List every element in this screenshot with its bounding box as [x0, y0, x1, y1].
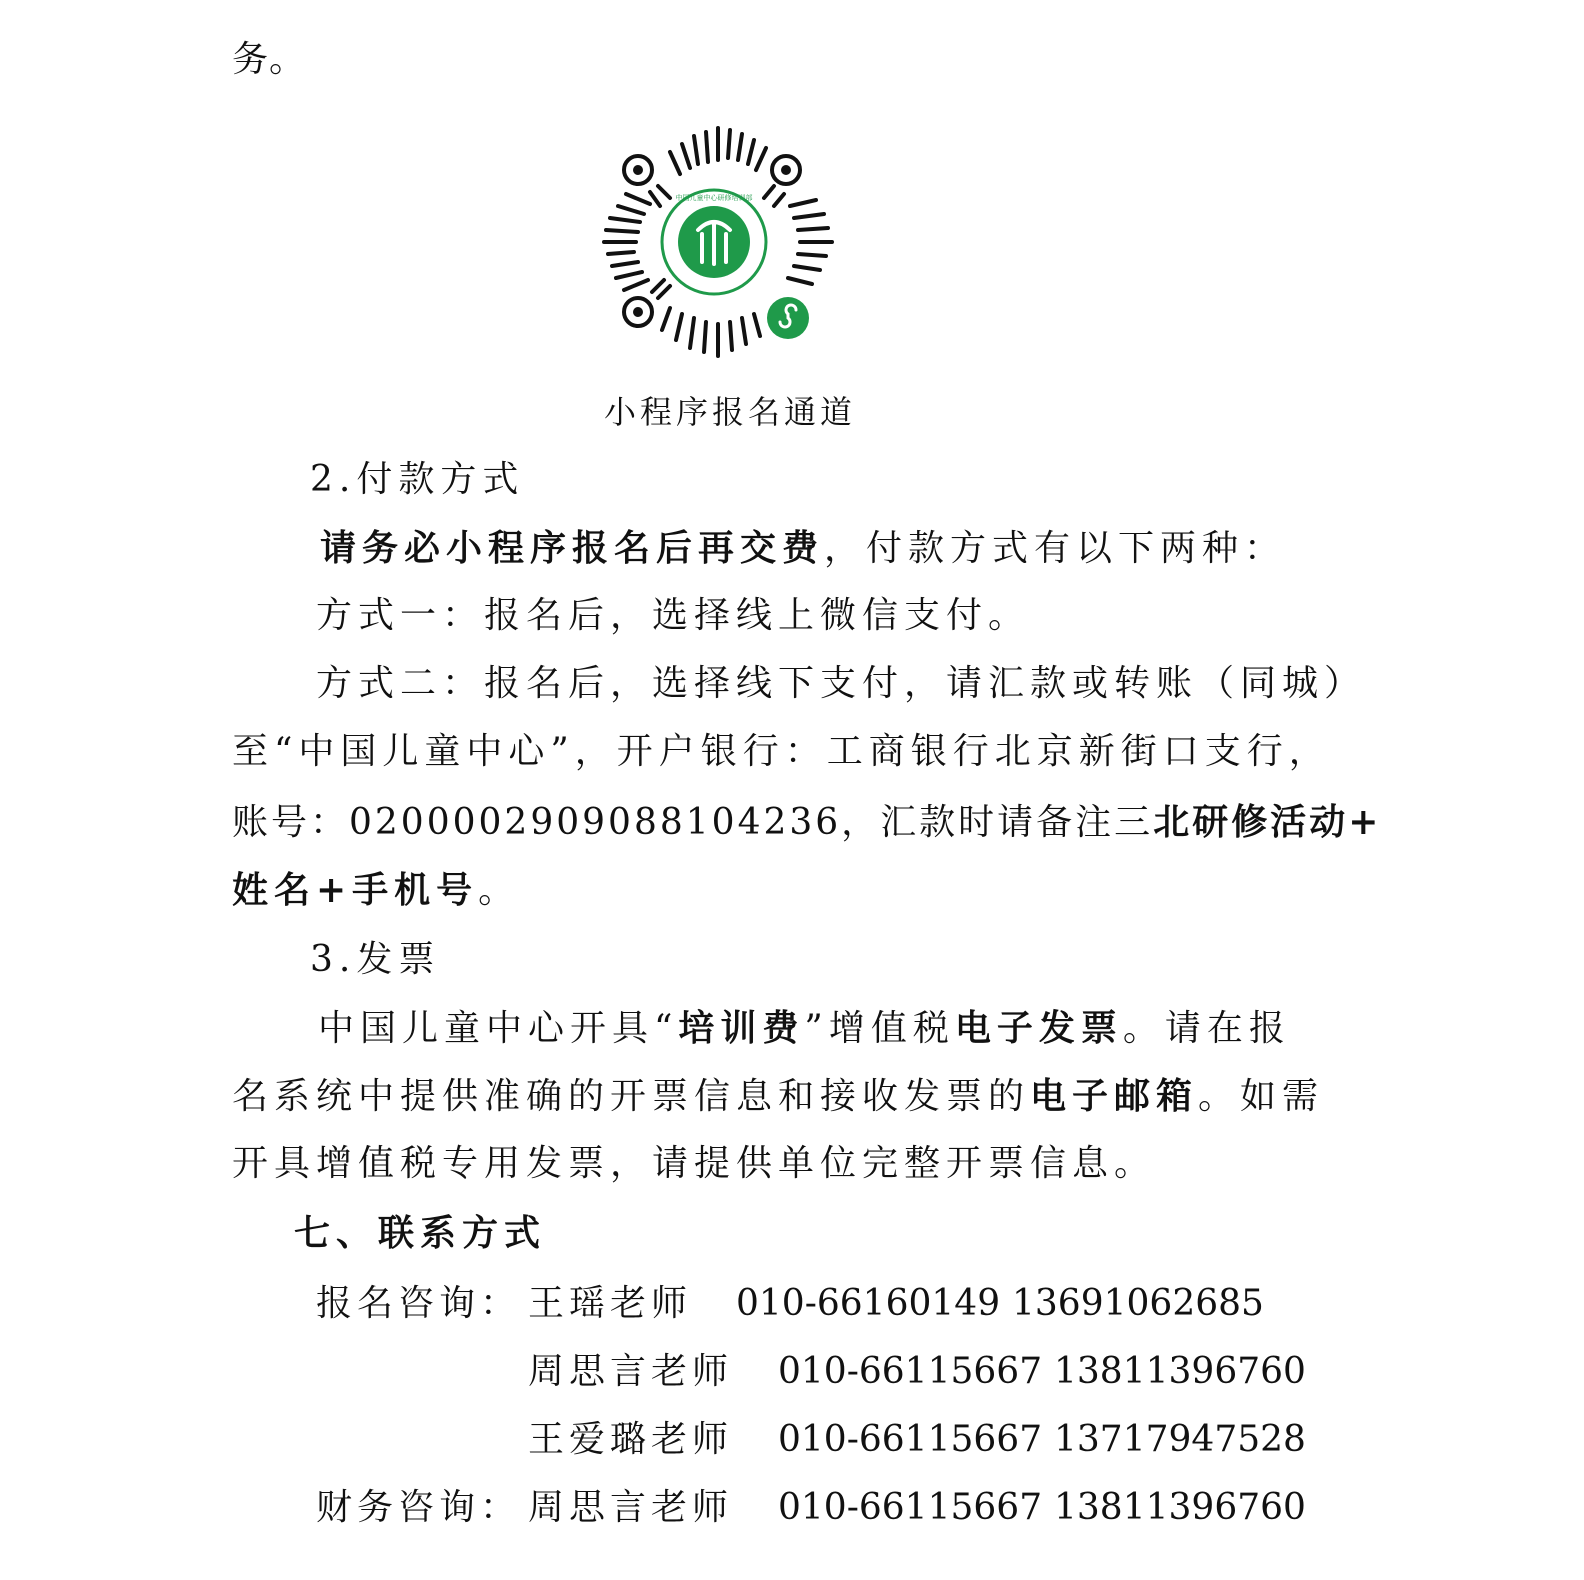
payment-heading: 2.付款方式	[310, 459, 525, 500]
payment-intro	[320, 524, 1286, 573]
training-center-logo	[662, 190, 766, 294]
payment-intro-bold: 请务必小程序报名后再交费	[320, 527, 825, 569]
contact-row-label: 财务咨询：	[316, 1487, 522, 1528]
continuation-text: 务。	[232, 39, 307, 80]
invoice-text: 。请在报	[1122, 1008, 1291, 1049]
mini-program-qr-code[interactable]	[598, 122, 838, 362]
invoice-text: 。如需	[1198, 1076, 1325, 1117]
payment-method-2-line-1: 方式二：报名后，选择线下支付，请汇款或转账（同城）	[316, 663, 1367, 704]
invoice-text: ”增值税	[804, 1008, 955, 1049]
payment-intro-rest: ，付款方式有以下两种：	[824, 528, 1287, 569]
contact-heading: 七、联系方式	[294, 1213, 547, 1254]
invoice-bold-einvoice: 电子发票	[954, 1007, 1123, 1049]
remark-bold-end: 姓名+手机号	[232, 869, 479, 911]
invoice-para-line-2	[232, 1072, 1324, 1121]
bank-account-text: 账号：0200002909088104236，汇款时请备注三	[232, 802, 1154, 843]
payment-method-2-line-4	[232, 866, 520, 915]
contact-phone: 010-66115667	[778, 1487, 1043, 1528]
period: 。	[478, 870, 521, 911]
invoice-para-line-3: 开具增值税专用发票，请提供单位完整开票信息。	[232, 1143, 1157, 1184]
contact-phone: 010-66115667	[778, 1419, 1043, 1460]
payment-method-1: 方式一：报名后，选择线上微信支付。	[316, 595, 1031, 636]
contact-mobile: 13811396760	[1054, 1487, 1306, 1528]
invoice-bold-fee: 培训费	[678, 1007, 805, 1049]
invoice-para-line-1	[318, 1004, 1291, 1053]
invoice-heading: 3.发票	[310, 939, 441, 980]
contact-name: 周思言老师	[528, 1351, 734, 1392]
contact-name: 王瑶老师	[528, 1283, 693, 1324]
contact-phone: 010-66160149	[736, 1283, 1001, 1324]
contact-row-label: 报名咨询：	[316, 1283, 522, 1324]
invoice-bold-email: 电子邮箱	[1030, 1075, 1199, 1117]
payment-method-2-line-3	[232, 798, 1381, 847]
invoice-text: 名系统中提供准确的开票信息和接收发票的	[232, 1076, 1031, 1117]
contact-name: 王爱璐老师	[528, 1419, 734, 1460]
mini-program-icon	[762, 292, 814, 344]
contact-mobile: 13811396760	[1054, 1351, 1306, 1392]
contact-mobile: 13717947528	[1054, 1419, 1306, 1460]
remark-bold: 北研修活动+	[1153, 801, 1382, 843]
contact-mobile: 13691062685	[1012, 1283, 1264, 1324]
payment-method-2-line-2: 至“中国儿童中心”，开户银行：工商银行北京新街口支行，	[232, 731, 1331, 772]
contact-phone: 010-66115667	[778, 1351, 1043, 1392]
invoice-text: 中国儿童中心开具“	[318, 1008, 679, 1049]
contact-name: 周思言老师	[528, 1487, 734, 1528]
qr-caption: 小程序报名通道	[604, 393, 857, 431]
logo-text: 中国儿童中心研修培训部	[675, 194, 753, 202]
